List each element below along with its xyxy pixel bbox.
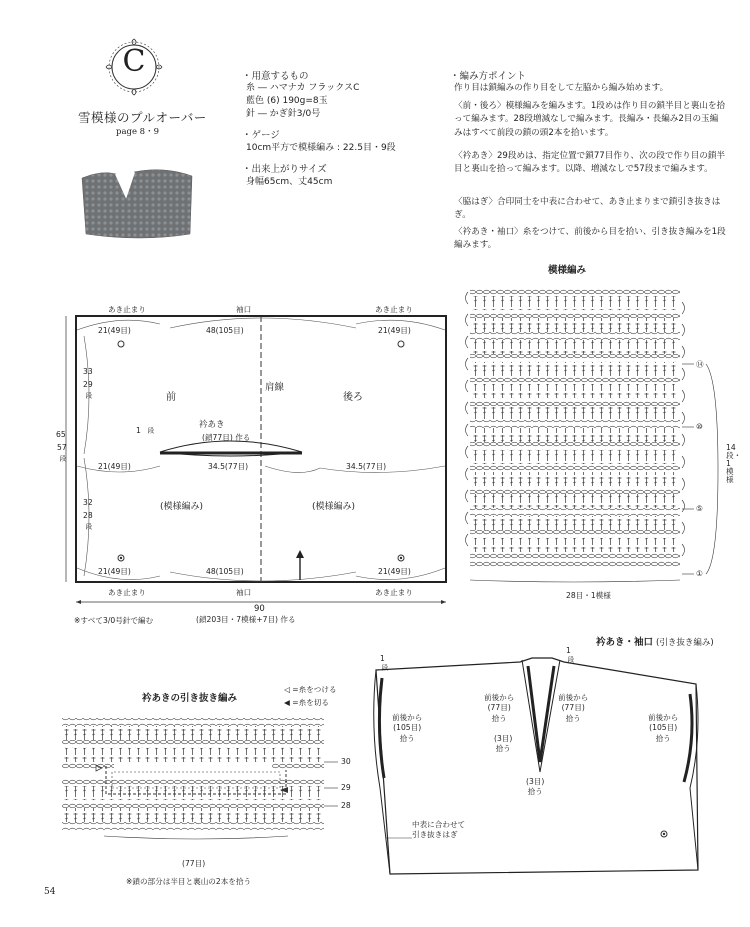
upper-height-rows: 29 (83, 380, 93, 389)
page-reference: page 8・9 (116, 127, 159, 137)
upper-height-cm: 33 (83, 367, 93, 376)
neck-one-row-unit: 段 (146, 427, 155, 434)
front-pattern-label: (模様編み) (160, 502, 204, 512)
points-neck-opening: 〈衿あき〉29段めは、指定位置で鎖77目作り、次の段で作り目の鎖半目と裏山を拾って編みます。以降、増減なしで57段まで編みます。 (454, 151, 726, 175)
pickup-77-left: 前後から (77目) 拾う (484, 693, 515, 723)
neck-half-width-left: 34.5(77目) (208, 462, 249, 471)
neck-chart-title: 衿あきの引き抜き編み (142, 693, 238, 704)
material-color: 藍色 (6) 190g=8玉 (246, 96, 328, 106)
materials-heading: ・用意するもの (242, 71, 309, 82)
neck-row-30: 30 (341, 757, 351, 766)
neck-slipstitch-chart (62, 714, 344, 854)
neck-opening-title: 衿あき (199, 420, 225, 430)
pickup-3-left: (3目) 拾う (494, 734, 513, 754)
stitch-row-14: ⑭ (696, 360, 704, 369)
points-side-seam: 〈脇はぎ〉合印同士を中表に合わせて、あき止まりまで鎖引き抜きはぎ。 (454, 197, 721, 221)
total-width: 90 (254, 604, 265, 614)
sleeve-bottom-label: 袖口 (236, 588, 252, 597)
neck-chart-count: (77目) (182, 859, 206, 868)
edge-width-top-right: 21(49目) (378, 326, 411, 335)
opening-stop-top-left: あき止まり (108, 305, 146, 314)
lower-height-rows: 28 (83, 511, 93, 520)
hook-note: ※すべて3/0号針で編む (74, 616, 154, 625)
edging-one-row-unit-neck: 段 (566, 656, 575, 663)
opening-stop-bottom-right: あき止まり (375, 588, 413, 597)
stitch-row-1: ① (696, 569, 703, 578)
legend-attach-yarn: ◁ =糸をつける (284, 685, 337, 694)
edging-diagram-subtitle: (引き抜き編み) (656, 638, 714, 648)
total-height-rows: 57 (57, 443, 67, 452)
neck-opening-chain: (鎖77目) 作る (202, 433, 251, 442)
material-hook: 針 ― かぎ針3/0号 (246, 109, 321, 119)
opening-stop-bottom-left: あき止まり (108, 588, 146, 597)
stitch-row-10: ⑩ (696, 422, 703, 431)
mid-left-width: 21(49目) (98, 462, 131, 471)
legend-cut-yarn: ◀ =糸を切る (284, 698, 329, 707)
neck-one-row-number: 1 (136, 426, 141, 435)
lower-height-cm: 32 (83, 498, 93, 507)
material-yarn: 糸 ― ハマナカ フラックスC (246, 83, 360, 93)
badge-letter: C (122, 44, 146, 79)
pickup-77-right: 前後から (77目) 拾う (558, 693, 589, 723)
top-mid-width: 48(105目) (206, 326, 244, 335)
back-label: 後ろ (343, 392, 363, 403)
total-height-unit: 段 (58, 455, 67, 462)
total-height-cm: 65 (56, 430, 66, 439)
front-label: 前 (166, 392, 176, 403)
stitch-chart-title: 模様編み (548, 265, 587, 276)
pickup-105-right: 前後から (105目) 拾う (648, 713, 679, 743)
neck-half-width-right: 34.5(77目) (346, 462, 387, 471)
upper-height-unit: 段 (84, 392, 93, 399)
pickup-3-bottom: (3目) 拾う (526, 777, 545, 797)
gauge-heading: ・ゲージ (242, 130, 280, 141)
points-intro: 作り目は鎖編みの作り目をして左脇から編み始めます。 (454, 83, 669, 93)
sleeve-top-label: 袖口 (236, 305, 252, 314)
edge-width-bottom-left: 21(49目) (98, 567, 131, 576)
shoulder-line-label: 肩線 (265, 382, 285, 393)
size-heading: ・出来上がりサイズ (242, 164, 327, 175)
edge-width-bottom-right: 21(49目) (378, 567, 411, 576)
opening-stop-top-right: あき止まり (375, 305, 413, 314)
size-value: 身幅65cm、丈45cm (246, 177, 333, 187)
bottom-mid-width: 48(105目) (206, 567, 244, 576)
pattern-title: 雪模様のプルオーバー (78, 110, 207, 125)
page-number: 54 (44, 887, 56, 897)
edging-one-row-number: 1 (380, 654, 385, 663)
gauge-value: 10cm平方で模様編み : 22.5目・9段 (246, 143, 396, 153)
edging-one-row-number-neck: 1 (566, 646, 571, 655)
points-edging: 〈衿あき・袖口〉糸をつけて、前後から目を拾い、引き抜き編みを1段編みます。 (454, 227, 726, 251)
garment-photo (78, 166, 198, 244)
stitch-chart (462, 280, 750, 590)
neck-chart-note: ※鎖の部分は半目と裏山の2本を拾う (126, 877, 252, 886)
seam-note: 中表に合わせて 引き抜きはぎ (412, 820, 466, 840)
points-heading: ・編み方ポイント (450, 71, 527, 82)
edge-width-top-left: 21(49目) (98, 326, 131, 335)
foundation-chain-note: (鎖203目・7模様+7目) 作る (196, 615, 296, 624)
edging-diagram-title: 衿あき・袖口 (596, 637, 654, 648)
edging-one-row-unit: 段 (380, 664, 389, 671)
lower-height-unit: 段 (84, 523, 93, 530)
pickup-105-left: 前後から (105目) 拾う (392, 713, 423, 743)
back-pattern-label: (模様編み) (312, 502, 356, 512)
points-body-front-back: 〈前・後ろ〉模様編みを編みます。1段めは作り目の鎖半目と裏山を拾って編みます。28段増減なしで編みます。長編み・長編み2目の玉編みはすべて前段の鎖の頭2本を拾います。 (454, 101, 726, 138)
stitch-repeat-rows: 14段・1模様 (726, 443, 742, 484)
neck-row-29: 29 (341, 783, 351, 792)
edging-diagram (360, 648, 720, 880)
stitch-row-5: ⑤ (696, 504, 703, 513)
stitch-repeat-width: 28目・1模様 (566, 591, 611, 600)
neck-row-28: 28 (341, 801, 351, 810)
